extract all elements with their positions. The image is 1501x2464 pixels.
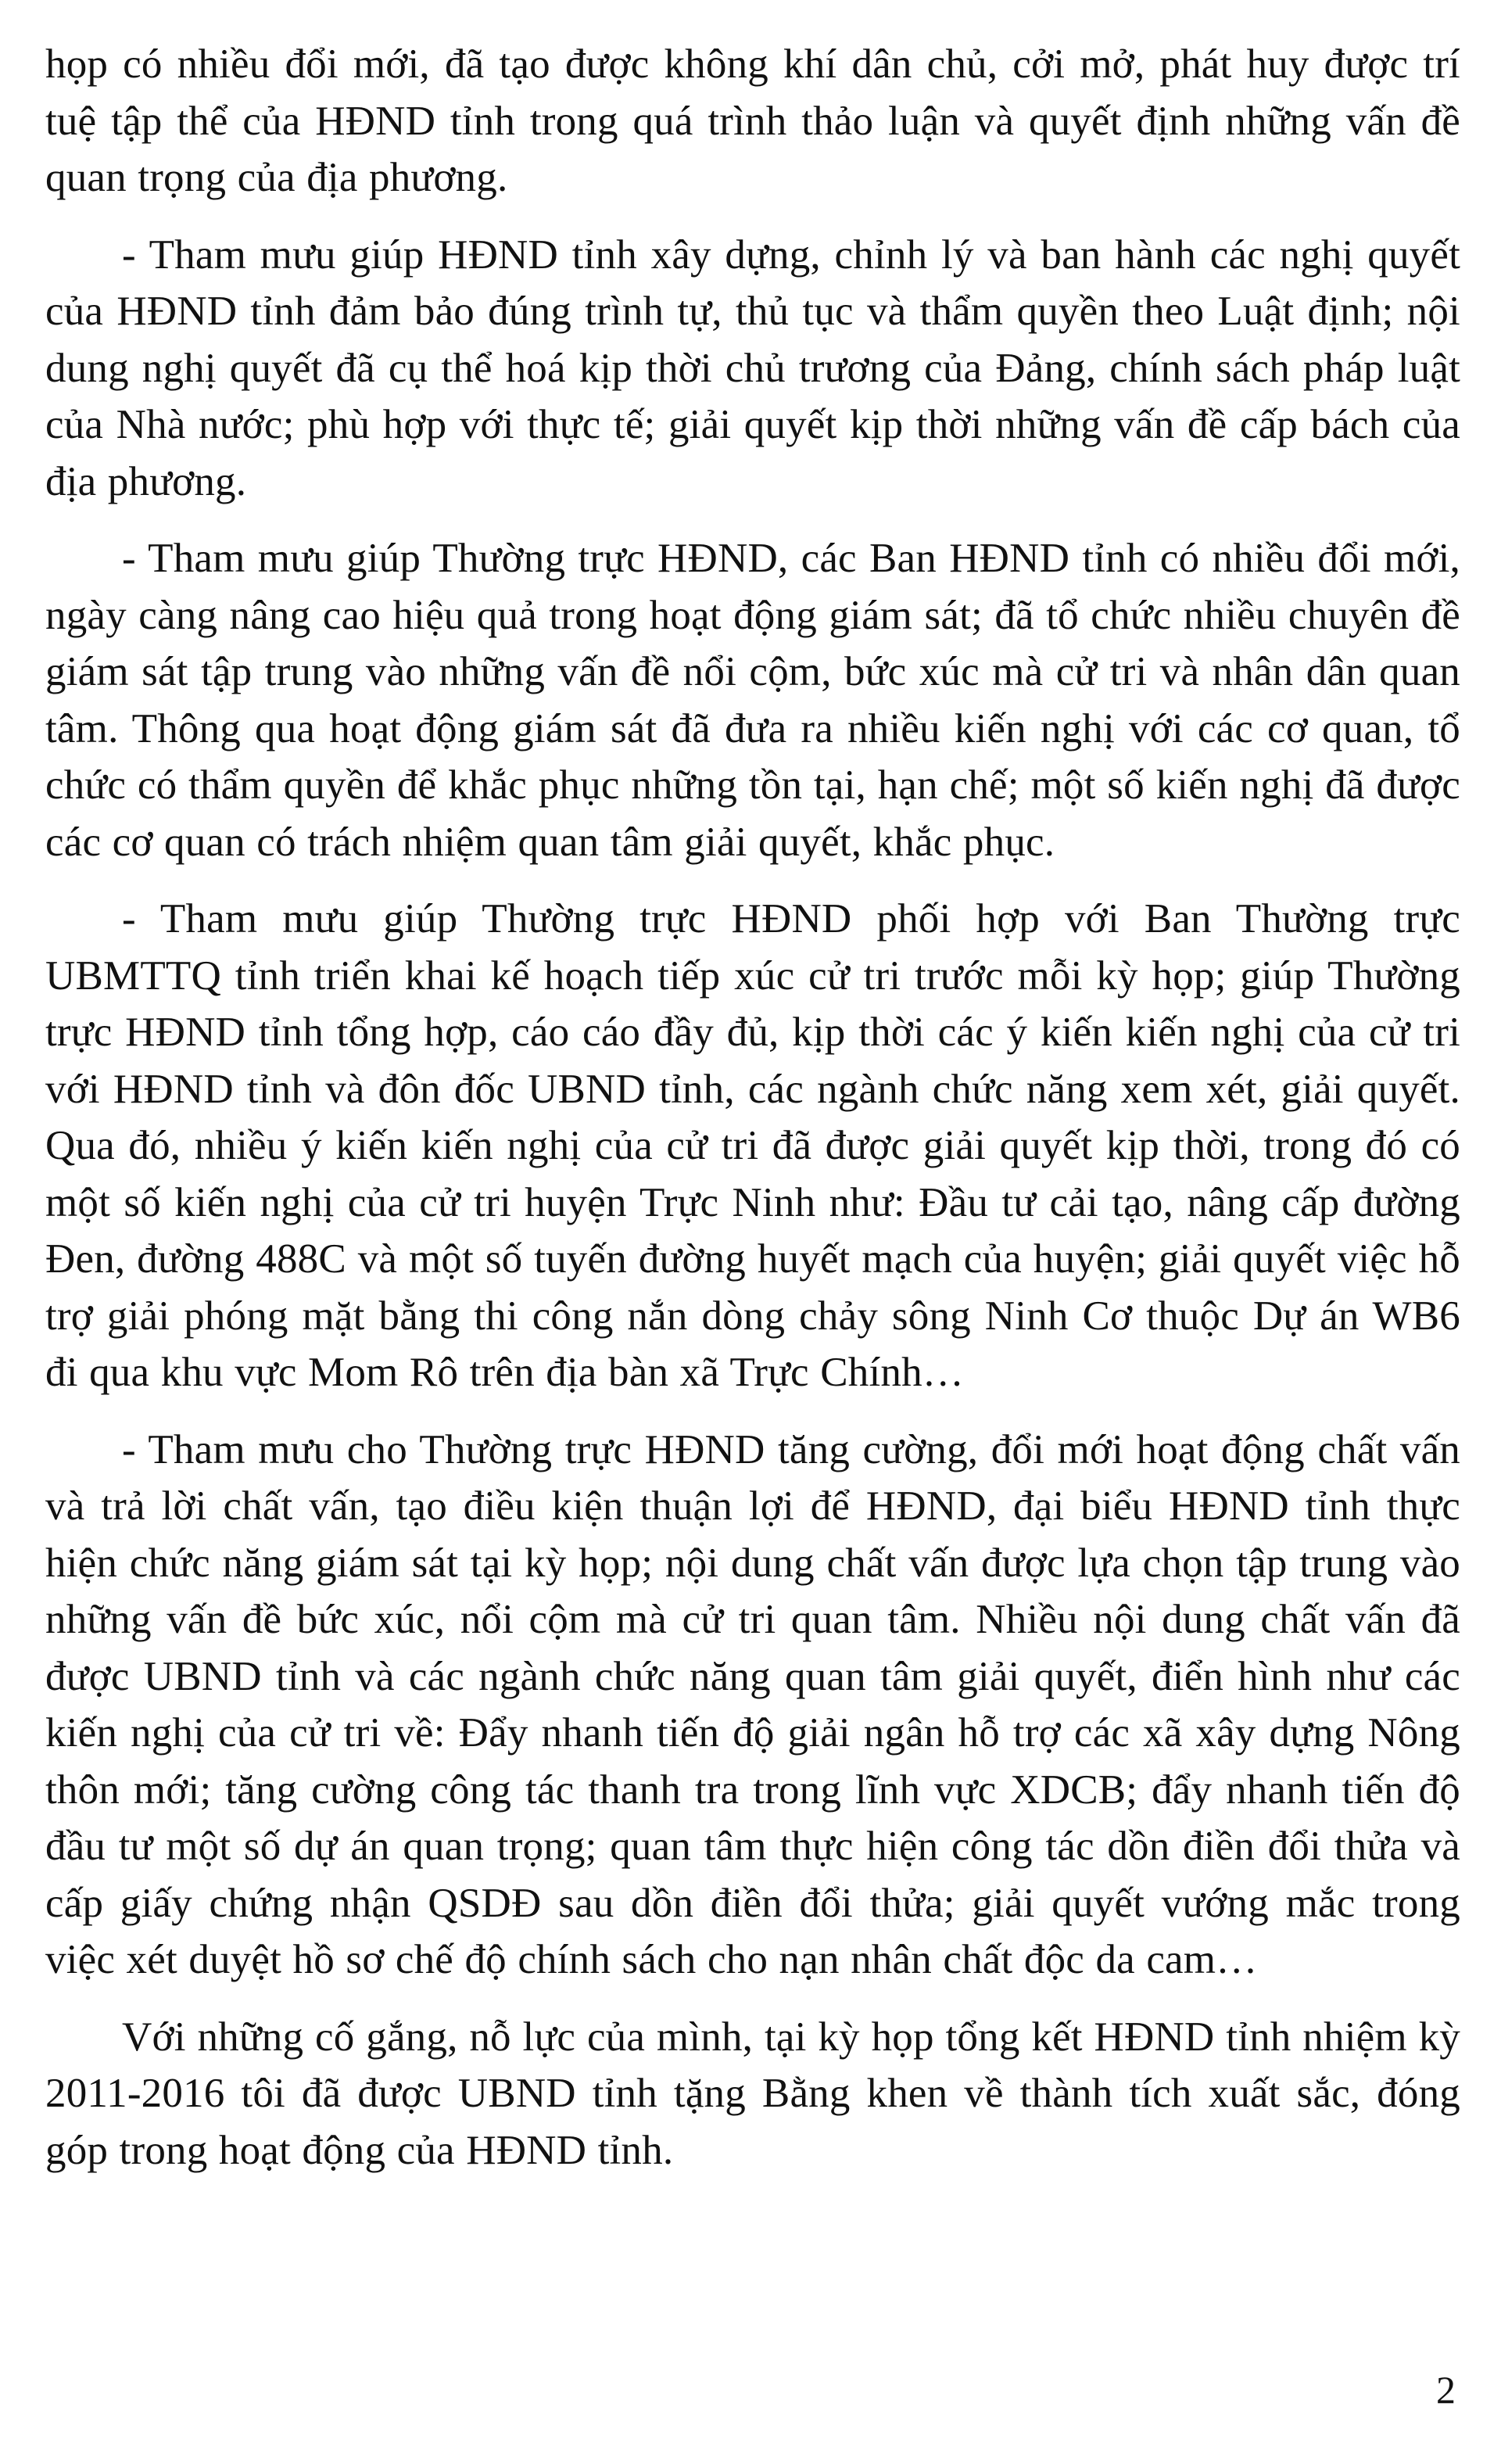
- paragraph-resolution-advice: - Tham mưu giúp HĐND tỉnh xây dựng, chỉnh lý và ban hành các nghị quyết của HĐND tỉnh đảm bảo đúng trình tự, thủ tục và thẩm quyền theo Luật định; nội dung nghị quyết đã cụ thể hoá kịp thời chủ trương của Đảng, chính sách pháp luật của Nhà nước; phù hợp với thực tế; giải quyết kịp thời những vấn đề cấp bách của địa phương.: [45, 231, 1460, 504]
- paragraph-voter-contact-advice: - Tham mưu giúp Thường trực HĐND phối hợp với Ban Thường trực UBMTTQ tỉnh triển khai kế hoạch tiếp xúc cử tri trước mỗi kỳ họp; giúp Thường trực HĐND tỉnh tổng hợp, cáo cáo đầy đủ, kịp thời các ý kiến kiến nghị của cử tri với HĐND tỉnh và đôn đốc UBND tỉnh, các ngành chức năng xem xét, giải quyết. Qua đó, nhiều ý kiến kiến nghị của cử tri đã được giải quyết kịp thời, trong đó có một số kiến nghị của cử tri huyện Trực Ninh như: Đầu tư cải tạo, nâng cấp đường Đen, đường 488C và một số tuyến đường huyết mạch của huyện; giải quyết việc hỗ trợ giải phóng mặt bằng thi công nắn dòng chảy sông Ninh Cơ thuộc Dự án WB6 đi qua khu vực Mom Rô trên địa bàn xã Trực Chính…: [45, 896, 1460, 1395]
- document-body: [45, 36, 1460, 2199]
- paragraph-commendation: Với những cố gắng, nỗ lực của mình, tại kỳ họp tổng kết HĐND tỉnh nhiệm kỳ 2011-2016 tôi đã được UBND tỉnh tặng Bằng khen về thành tích xuất sắc, đóng góp trong hoạt động của HĐND tỉnh.: [45, 2014, 1460, 2173]
- page-number: 2: [1436, 2368, 1456, 2412]
- paragraph-continuation: họp có nhiều đổi mới, đã tạo được không khí dân chủ, cởi mở, phát huy được trí tuệ tập thể của HĐND tỉnh trong quá trình thảo luận và quyết định những vấn đề quan trọng của địa phương.: [45, 41, 1460, 200]
- paragraph-supervision-advice: - Tham mưu giúp Thường trực HĐND, các Ban HĐND tỉnh có nhiều đổi mới, ngày càng nâng cao hiệu quả trong hoạt động giám sát; đã tổ chức nhiều chuyên đề giám sát tập trung vào những vấn đề nổi cộm, bức xúc mà cử tri và nhân dân quan tâm. Thông qua hoạt động giám sát đã đưa ra nhiều kiến nghị với các cơ quan, tổ chức có thẩm quyền để khắc phục những tồn tại, hạn chế; một số kiến nghị đã được các cơ quan có trách nhiệm quan tâm giải quyết, khắc phục.: [45, 536, 1460, 865]
- paragraph-questioning-advice: - Tham mưu cho Thường trực HĐND tăng cường, đổi mới hoạt động chất vấn và trả lời chất vấn, tạo điều kiện thuận lợi để HĐND, đại biểu HĐND tỉnh thực hiện chức năng giám sát tại kỳ họp; nội dung chất vấn được lựa chọn tập trung vào những vấn đề bức xúc, nổi cộm mà cử tri quan tâm. Nhiều nội dung chất vấn đã được UBND tỉnh và các ngành chức năng quan tâm giải quyết, điển hình như các kiến nghị của cử tri về: Đẩy nhanh tiến độ giải ngân hỗ trợ các xã xây dựng Nông thôn mới; tăng cường công tác thanh tra trong lĩnh vực XDCB; đẩy nhanh tiến độ đầu tư một số dự án quan trọng; quan tâm thực hiện công tác dồn điền đổi thửa và cấp giấy chứng nhận QSDĐ sau dồn điền đổi thửa; giải quyết vướng mắc trong việc xét duyệt hồ sơ chế độ chính sách cho nạn nhân chất độc da cam…: [45, 1426, 1460, 1982]
